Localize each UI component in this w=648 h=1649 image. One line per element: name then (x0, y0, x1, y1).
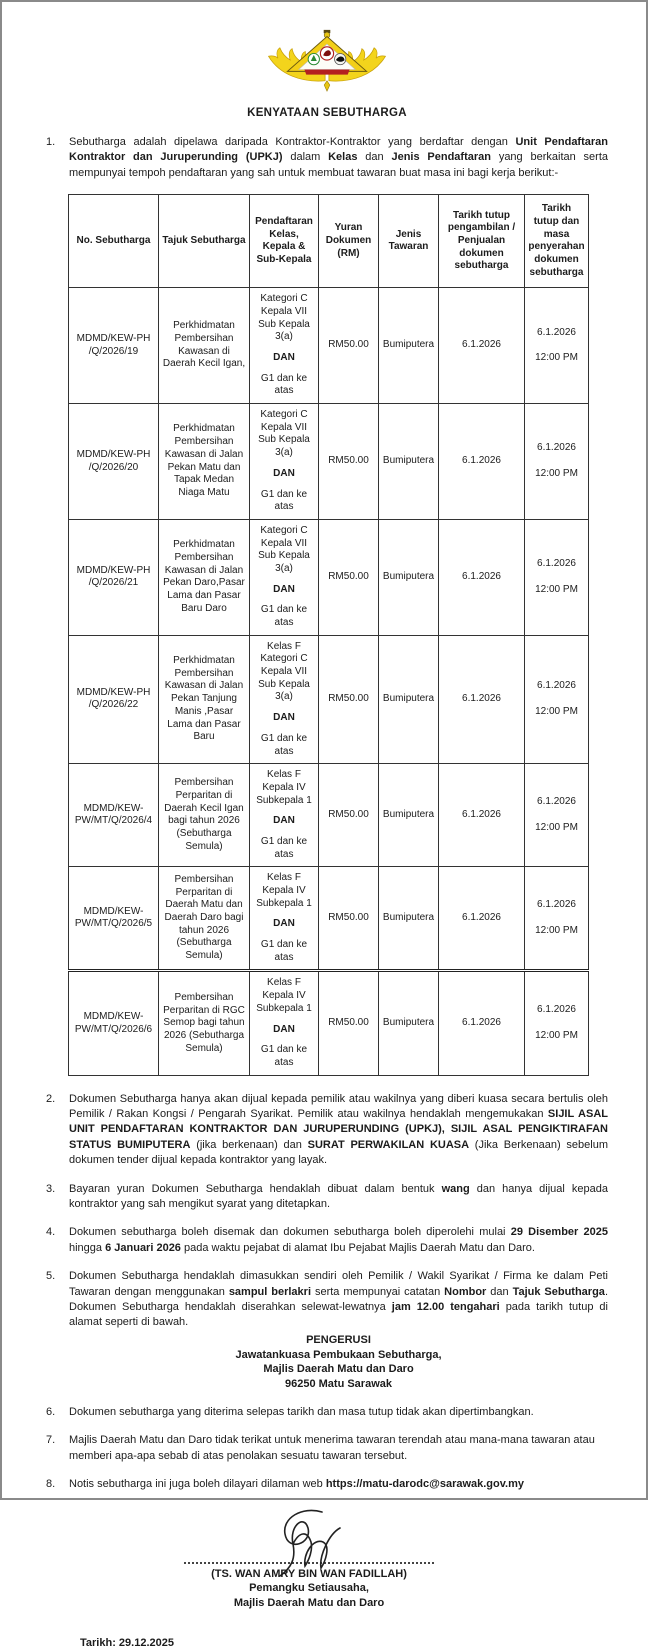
tender-row (69, 288, 589, 404)
tender-no: MDMD/KEW-PH /Q/2026/20 (69, 404, 159, 520)
tender-no: MDMD/KEW-PW/MT/Q/2026/5 (69, 867, 159, 971)
registration-grade: G1 dan ke atas (260, 372, 308, 397)
notice-number: 5. (46, 1270, 56, 1283)
column-header-no: No. Sebutharga (69, 195, 159, 288)
text-run-bold: jam 12.00 tengahari (391, 1300, 500, 1313)
text-run: dalam (282, 151, 329, 164)
tender-type: Bumiputera (379, 764, 439, 867)
registration-and: DAN (273, 467, 295, 479)
tender-fee: RM50.00 (319, 635, 379, 764)
submit-close-time: 12:00 PM (535, 705, 578, 717)
tender-title: Pembersihan Perparitan di RGC Semop bagi tahun 2026 (Sebutharga Semula) (159, 971, 250, 1075)
notice-text (69, 1405, 608, 1420)
column-header-tajuk: Tajuk Sebutharga (159, 195, 250, 288)
document-title: KENYATAAN SEBUTHARGA (247, 107, 407, 119)
text-run-bold: 29 Disember 2025 (510, 1226, 609, 1239)
tender-sale-close-date: 6.1.2026 (439, 867, 525, 971)
registration-grade: G1 dan ke atas (260, 604, 308, 629)
notice-item-1 (46, 135, 608, 181)
notice-item-2 (46, 1092, 608, 1169)
registration-grade: G1 dan ke atas (260, 732, 308, 757)
text-run: pada tarikh tutup di alamat seperti di bawah. (69, 1300, 608, 1329)
text-run-bold: 6 Januari 2026 (105, 1241, 181, 1254)
address-line: Jawatankuasa Pembukaan Sebutharga, (235, 1348, 442, 1361)
tender-type: Bumiputera (379, 404, 439, 520)
address-line: Majlis Daerah Matu dan Daro (263, 1363, 414, 1376)
tender-registration (250, 635, 319, 764)
tender-type: Bumiputera (379, 867, 439, 971)
tender-submit-close (525, 764, 589, 867)
registration-and: DAN (273, 712, 295, 724)
tender-submit-close (525, 971, 589, 1075)
tender-fee: RM50.00 (319, 404, 379, 520)
tender-table (68, 194, 589, 1075)
text-run-bold: sampul berlakri (228, 1285, 312, 1298)
tender-row (69, 635, 589, 764)
council-crest-logo (46, 28, 608, 99)
address-line: 96250 Matu Sarawak (284, 1378, 392, 1391)
registration-class: Kategori C Kepala VII Sub Kepala 3(a) (258, 409, 310, 459)
tender-row (69, 971, 589, 1075)
tender-no: MDMD/KEW-PH /Q/2026/19 (69, 288, 159, 404)
text-run-bold: Tajuk Sebutharga (512, 1285, 605, 1298)
text-run-bold: Kelas (328, 151, 358, 164)
submit-close-date: 6.1.2026 (537, 442, 576, 454)
column-header-yuran: Yuran Dokumen (RM) (319, 195, 379, 288)
notice-number: 8. (46, 1478, 56, 1491)
tender-type: Bumiputera (379, 635, 439, 764)
notice-item-7 (46, 1433, 608, 1464)
notice-item-8 (46, 1477, 608, 1492)
column-header-jenis: Jenis Tawaran (379, 195, 439, 288)
text-run-bold: Nombor (444, 1285, 487, 1298)
signatory-organization: Majlis Daerah Matu dan Daro (233, 1597, 385, 1610)
registration-class: Kelas F Kepala IV Subkepala 1 (256, 872, 312, 909)
submission-address (69, 1333, 608, 1392)
text-run-bold: wang (441, 1182, 470, 1195)
registration-grade: G1 dan ke atas (260, 939, 308, 963)
text-run: Sebutharga adalah dipelawa daripada Kontraktor-Kontraktor yang berdaftar dengan (69, 136, 516, 148)
notice-number: 2. (46, 1092, 56, 1105)
text-run: hingga (69, 1241, 106, 1254)
notice-item-6 (46, 1405, 608, 1420)
registration-grade: G1 dan ke atas (260, 835, 308, 860)
tender-fee: RM50.00 (319, 971, 379, 1075)
tender-registration (250, 764, 319, 867)
tender-no: MDMD/KEW-PH /Q/2026/22 (69, 635, 159, 764)
tender-title: Perkhidmatan Pembersihan Kawasan di Jalan Pekan Matu dan Tapak Medan Niaga Matu (159, 404, 250, 520)
signature-line (184, 1562, 434, 1564)
tender-sale-close-date: 6.1.2026 (439, 519, 525, 635)
submit-close-time: 12:00 PM (535, 1030, 578, 1042)
tender-fee: RM50.00 (319, 764, 379, 867)
tender-registration (250, 867, 319, 971)
notice-item-5 (46, 1269, 608, 1392)
notice-text (69, 135, 608, 181)
registration-and: DAN (273, 352, 295, 364)
text-run: dan (486, 1285, 513, 1298)
registration-and: DAN (273, 815, 295, 827)
text-run: Notis sebutharga ini juga boleh dilayari dilaman web (69, 1478, 326, 1491)
submit-close-time: 12:00 PM (535, 924, 578, 936)
submit-close-date: 6.1.2026 (537, 796, 576, 808)
website-url: https://matu-darodc@sarawak.gov.my (325, 1478, 525, 1491)
tender-row (69, 404, 589, 520)
tender-sale-close-date: 6.1.2026 (439, 764, 525, 867)
registration-class: Kategori C Kepala VII Sub Kepala 3(a) (258, 524, 310, 574)
signatory-title: Pemangku Setiausaha, (249, 1582, 369, 1595)
registration-class: Kelas F Kepala IV Subkepala 1 (256, 769, 312, 806)
notice-text (69, 1477, 608, 1492)
text-run: (Jika Berkenaan) sebelum dokumen tender dijual kepada kontraktor yang layak. (69, 1138, 608, 1167)
submit-close-date: 6.1.2026 (537, 1004, 576, 1016)
tender-submit-close (525, 519, 589, 635)
text-run-bold: SURAT PERWAKILAN KUASA (307, 1138, 470, 1151)
tender-submit-close (525, 288, 589, 404)
submit-close-time: 12:00 PM (535, 352, 578, 364)
submit-close-date: 6.1.2026 (537, 326, 576, 338)
notice-text (69, 1092, 608, 1169)
text-run: pada waktu pejabat di alamat Ibu Pejabat Majlis Daerah Matu dan Daro. (180, 1241, 535, 1254)
tender-row (69, 867, 589, 971)
notice-number: 4. (46, 1226, 56, 1239)
signatory-name: (TS. WAN AMRY BIN WAN FADILLAH) (211, 1567, 407, 1580)
tender-fee: RM50.00 (319, 519, 379, 635)
registration-and: DAN (273, 1023, 295, 1035)
submit-close-date: 6.1.2026 (537, 899, 576, 911)
notice-text (69, 1433, 608, 1464)
submit-close-time: 12:00 PM (535, 583, 578, 595)
header-row (69, 195, 589, 288)
column-header-tarikh-serahan: Tarikh tutup dan masa penyerahan dokumen sebutharga (525, 195, 589, 288)
notice-number: 6. (46, 1406, 56, 1419)
tender-no: MDMD/KEW-PW/MT/Q/2026/4 (69, 764, 159, 867)
notice-number: 7. (46, 1434, 56, 1447)
text-run: . Dokumen Sebutharga hendaklah diserahkan selewat-lewatnya (69, 1285, 608, 1313)
text-run: yang berkaitan serta mempunyai tempoh pendaftaran yang sah untuk membuat tawaran buat masa ini bagi kerja berikut:- (69, 151, 609, 179)
text-run: serta mempunyai catatan (311, 1285, 445, 1298)
submit-close-time: 12:00 PM (535, 821, 578, 833)
tender-sale-close-date: 6.1.2026 (439, 288, 525, 404)
tender-sale-close-date: 6.1.2026 (439, 635, 525, 764)
notice-item-3 (46, 1182, 608, 1213)
text-run: Dokumen Sebutharga hendaklah dimasukkan sendiri oleh Pemilik / Wakil Syarikat / Firma ke dalam Peti Tawaran dengan menggunakan (69, 1270, 608, 1298)
text-run-bold: SIJIL ASAL UNIT PENDAFTARAN KONTRAKTOR DAN JURUPERUNDING (UPKJ), SIJIL ASAL PENGIKTIRAFAN STATUS BUMIPUTERA (69, 1108, 608, 1151)
tender-no: MDMD/KEW-PW/MT/Q/2026/6 (69, 971, 159, 1075)
text-run: (jika berkenaan) dan (190, 1138, 308, 1151)
text-run: dan hanya dijual kepada kontraktor yang sah mengikut syarat yang ditetapkan. (69, 1182, 608, 1210)
tender-row (69, 764, 589, 867)
notice-number: 1. (46, 136, 56, 148)
text-run: Dokumen sebutharga yang diterima selepas tarikh dan masa tutup tidak akan dipertimbangkan. (69, 1406, 534, 1419)
notice-text (69, 1182, 608, 1213)
tender-submit-close (525, 404, 589, 520)
submit-close-date: 6.1.2026 (537, 680, 576, 692)
registration-class: Kelas F Kepala IV Subkepala 1 (256, 977, 312, 1014)
tender-fee: RM50.00 (319, 288, 379, 404)
tender-registration (250, 971, 319, 1075)
notice-text (69, 1225, 608, 1256)
address-line: PENGERUSI (306, 1333, 371, 1346)
tender-sale-close-date: 6.1.2026 (439, 404, 525, 520)
tender-submit-close (525, 867, 589, 971)
tender-title: Perkhidmatan Pembersihan Kawasan di Jalan Pekan Daro,Pasar Lama dan Pasar Baru Daro (159, 519, 250, 635)
notice-text (69, 1269, 608, 1392)
notice-item-4 (46, 1225, 608, 1256)
submit-close-date: 6.1.2026 (537, 558, 576, 570)
text-run-bold: Jenis Pendaftaran (391, 151, 491, 164)
tender-title: Perkhidmatan Pembersihan Kawasan di Jalan Pekan Tanjung Manis ,Pasar Lama dan Pasar Baru (159, 635, 250, 764)
registration-class: Kelas F Kategori C Kepala VII Sub Kepala 3(a) (258, 640, 310, 703)
tender-fee: RM50.00 (319, 867, 379, 971)
tender-title: Pembersihan Perparitan di Daerah Matu dan Daerah Daro bagi tahun 2026 (Sebutharga Semula) (159, 867, 250, 971)
tender-sale-close-date: 6.1.2026 (439, 971, 525, 1075)
tender-registration (250, 519, 319, 635)
submit-close-time: 12:00 PM (535, 468, 578, 480)
column-header-pendaftaran: Pendaftaran Kelas, Kepala & Sub-Kepala (250, 195, 319, 288)
tender-registration (250, 288, 319, 404)
registration-grade: G1 dan ke atas (260, 488, 308, 513)
tender-type: Bumiputera (379, 288, 439, 404)
tender-row (69, 519, 589, 635)
text-run: dan (357, 151, 392, 164)
text-run: Bayaran yuran Dokumen Sebutharga hendaklah dibuat dalam bentuk (69, 1182, 442, 1195)
registration-and: DAN (273, 583, 295, 595)
document-date: Tarikh: 29.12.2025 (80, 1637, 174, 1649)
notice-number: 3. (46, 1182, 56, 1195)
registration-and: DAN (273, 918, 295, 930)
column-header-tarikh-jualan: Tarikh tutup pengambilan / Penjualan dokumen sebutharga (439, 195, 525, 288)
tender-title: Pembersihan Perparitan di Daerah Kecil Igan bagi tahun 2026 (Sebutharga Semula) (159, 764, 250, 867)
tender-no: MDMD/KEW-PH /Q/2026/21 (69, 519, 159, 635)
crest-icon (259, 28, 395, 94)
tender-title: Perkhidmatan Pembersihan Kawasan di Daerah Kecil Igan, (159, 288, 250, 404)
tender-submit-close (525, 635, 589, 764)
registration-grade: G1 dan ke atas (260, 1044, 308, 1068)
text-run: Dokumen Sebutharga hanya akan dijual kepada pemilik atau wakilnya yang diberi kuasa secara bertulis oleh Pemilik / Rakan Kongsi / Pengarah Syarikat. Pemilik atau wakilnya hendaklah mengemukakan (69, 1092, 608, 1120)
text-run: Majlis Daerah Matu dan Daro tidak terikat untuk menerima tawaran terendah atau mana-mana tawaran atau memberi apa-apa sebab di atas penolakan sesuatu tawaran tersebut. (69, 1434, 595, 1462)
tender-type: Bumiputera (379, 971, 439, 1075)
tender-registration (250, 404, 319, 520)
registration-class: Kategori C Kepala VII Sub Kepala 3(a) (258, 293, 310, 343)
text-run: Dokumen sebutharga boleh disemak dan dokumen sebutharga boleh diperolehi mulai (69, 1226, 511, 1239)
signature-block (179, 1506, 439, 1612)
text-run-bold: Unit Pendaftaran Kontraktor dan Juruperunding (UPKJ) (69, 136, 608, 164)
tender-type: Bumiputera (379, 519, 439, 635)
